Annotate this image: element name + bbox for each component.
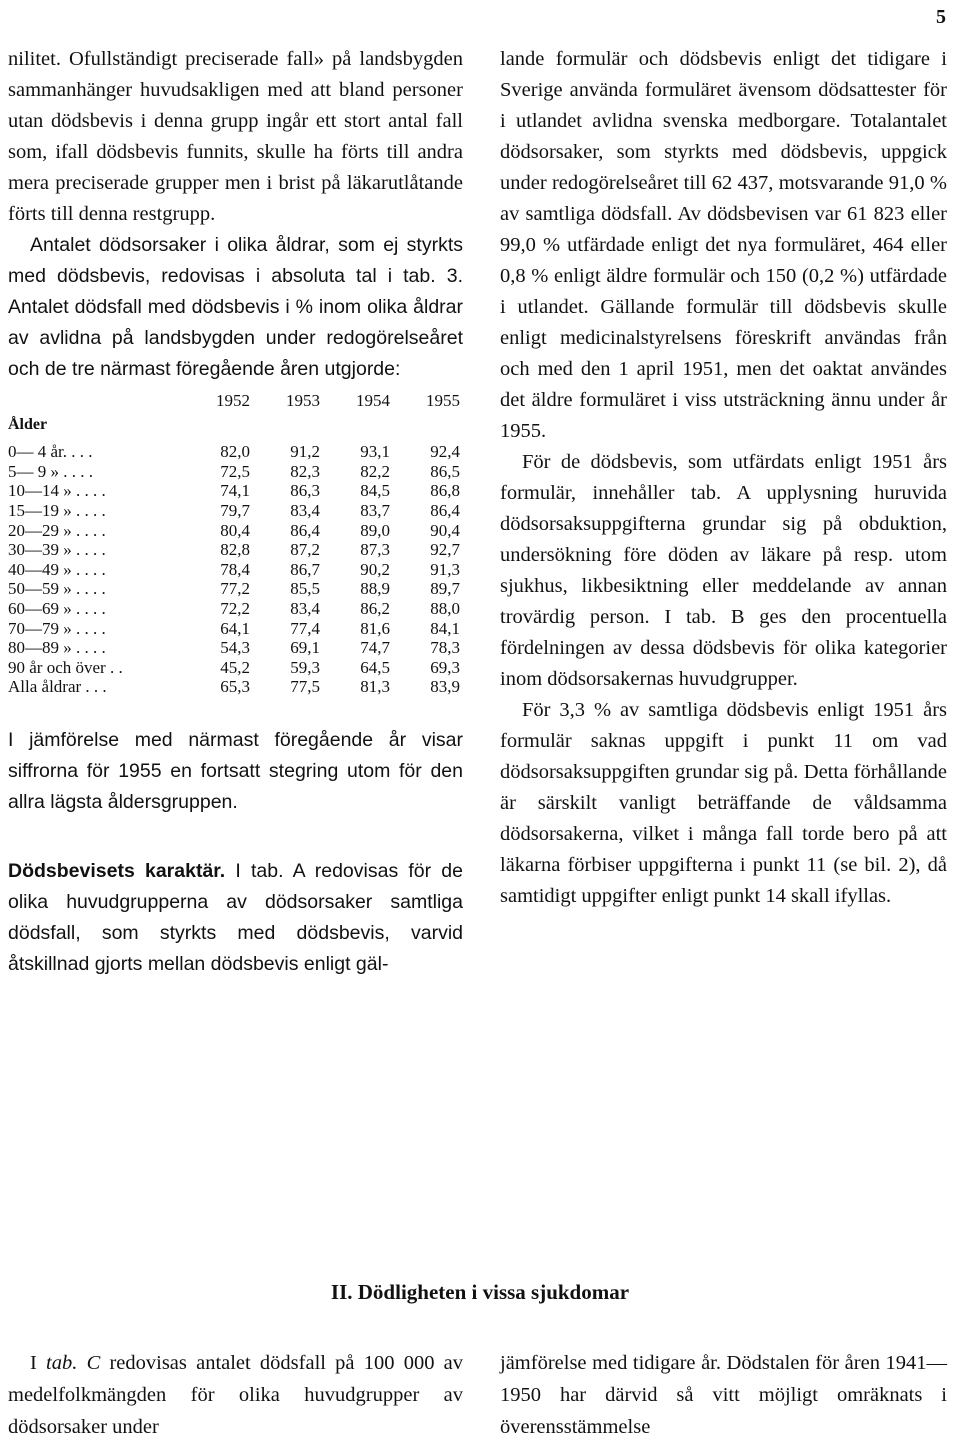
left-paragraph-1: nilitet. Ofullständigt preciserade fall» på landsbygden sammanhänger huvudsakligen med att bland personer utan dödsbevis i denna grupp ingår ett stort antal fall som, ifall dödsbevis funnits, skulle ha förts till andra mera preciserade grupper men i brist på läkarutlåtande förts till denna restgrupp. xyxy=(8,48,463,225)
percentage-cell: 84,1 xyxy=(430,618,460,638)
percentage-cell: 86,3 xyxy=(290,481,320,501)
age-group-label: 50—59 » . . . . xyxy=(8,579,106,599)
age-group-label: 70—79 » . . . . xyxy=(8,618,106,638)
table-row xyxy=(8,521,460,541)
percentage-cell: 86,4 xyxy=(290,520,320,540)
age-group-label: 40—49 » . . . . xyxy=(8,559,106,579)
age-column-header: Ålder xyxy=(8,415,48,433)
percentage-cell: 74,1 xyxy=(220,481,250,501)
table-row xyxy=(8,599,460,619)
age-header-row xyxy=(8,411,460,443)
table-row xyxy=(8,540,460,560)
percentage-cell: 92,7 xyxy=(430,540,460,560)
percentage-cell: 82,3 xyxy=(290,461,320,481)
age-group-label: 5— 9 » . . . . xyxy=(8,461,93,481)
percentage-cell: 86,4 xyxy=(430,500,460,520)
section-heading: II. Dödligheten i vissa sjukdomar xyxy=(330,1280,630,1304)
age-group-label: 30—39 » . . . . xyxy=(8,540,106,560)
percentage-cell: 82,2 xyxy=(360,461,390,481)
tab-c-reference: tab. C xyxy=(46,1352,101,1374)
age-group-label: 90 år och över . . xyxy=(8,657,123,677)
percentage-cell: 54,3 xyxy=(220,638,250,658)
percentage-cell: 78,4 xyxy=(220,559,250,579)
right-paragraph-1: lande formulär och dödsbevis enligt det tidigare i Sverige använda formuläret ävensom dödsattester för i utlandet avlidna svenska medborgare. Totalantalet dödsorsaker, som styrkts med dödsbevis, uppgick under redogörelseåret till 62 437, motsvarande 91,0 % av samtliga dödsfall. Av dödsbevisen var 61 823 eller 99,0 % utfärdade enligt det nya formuläret, 464 eller 0,8 % enligt äldre formulär och 150 (0,2 %) utfärdade i utlandet. Gällande formulär till dödsbevis skulle enligt medicinalstyrelsens föreskrift användas från och med den 1 april 1951, men det oaktat användes det äldre formuläret i viss utsträckning ännu under år 1955. xyxy=(500,48,947,442)
table-row xyxy=(8,481,460,501)
percentage-cell: 90,2 xyxy=(360,559,390,579)
table-row xyxy=(8,462,460,482)
percentage-cell: 72,5 xyxy=(220,461,250,481)
percentage-cell: 80,4 xyxy=(220,520,250,540)
percentage-cell: 59,3 xyxy=(290,657,320,677)
table-header-row xyxy=(8,391,460,411)
percentage-cell: 83,4 xyxy=(290,598,320,618)
table-row xyxy=(8,560,460,580)
age-group-label: 15—19 » . . . . xyxy=(8,500,106,520)
year-header-1952: 1952 xyxy=(216,391,250,410)
left-paragraph-2: Antalet dödsorsaker i olika åldrar, som ej styrkts med dödsbevis, redovisas i absoluta tal i tab. 3. Antalet dödsfall med dödsbevis i % inom olika åldrar av avlidna på landsbygden under redogörelseåret och de tre närmast föregående åren utgjorde: xyxy=(8,234,463,380)
percentage-cell: 86,5 xyxy=(430,461,460,481)
table-row xyxy=(8,677,460,697)
percentage-cell: 83,4 xyxy=(290,500,320,520)
right-paragraph-3: För 3,3 % av samtliga dödsbevis enligt 1951 års formulär saknas uppgift i punkt 11 om vad dödsorsaksuppgiften grundar sig på. Detta förhållande är särskilt vanligt beträffande de våldsamma dödsorsakerna, vilket i många fall torde bero på att läkarna förbiser uppgifterna i punkt 11 (se bil. 2), då samtidigt uppgifter enligt punkt 14 skall ifyllas. xyxy=(500,699,947,907)
percentage-cell: 69,3 xyxy=(430,657,460,677)
paragraph-heading-dodsbevisets-karaktar: Dödsbevisets karaktär. xyxy=(8,859,226,882)
percentage-cell: 77,4 xyxy=(290,618,320,638)
percentage-cell: 91,3 xyxy=(430,559,460,579)
table-row xyxy=(8,442,460,462)
left-column xyxy=(8,44,463,980)
table-row xyxy=(8,658,460,678)
percentage-cell: 87,3 xyxy=(360,540,390,560)
percentage-cell: 79,7 xyxy=(220,500,250,520)
right-column xyxy=(500,44,947,912)
percentage-cell: 72,2 xyxy=(220,598,250,618)
percentage-cell: 91,2 xyxy=(290,442,320,462)
age-group-label: 10—14 » . . . . xyxy=(8,481,106,501)
percentage-cell: 86,2 xyxy=(360,598,390,618)
percentage-cell: 90,4 xyxy=(430,520,460,540)
percentage-cell: 74,7 xyxy=(360,638,390,658)
table-body xyxy=(8,442,460,697)
percentage-cell: 92,4 xyxy=(430,442,460,462)
age-group-label: 20—29 » . . . . xyxy=(8,520,106,540)
year-header-1953: 1953 xyxy=(286,391,320,410)
section-left-paragraph xyxy=(8,1347,463,1443)
percentage-cell: 89,7 xyxy=(430,579,460,599)
section-left-text: redovisas antalet dödsfall på 100 000 av medelfolkmängden för olika huvudgrupper av dödsorsaker under xyxy=(8,1352,463,1438)
percentage-cell: 88,9 xyxy=(360,579,390,599)
age-percentage-table xyxy=(8,391,460,697)
percentage-cell: 81,3 xyxy=(360,677,390,697)
percentage-cell: 45,2 xyxy=(220,657,250,677)
percentage-cell: 83,7 xyxy=(360,500,390,520)
percentage-cell: 78,3 xyxy=(430,638,460,658)
table-row xyxy=(8,579,460,599)
percentage-cell: 93,1 xyxy=(360,442,390,462)
left-paragraph-3: I jämförelse med närmast föregående år visar siffrorna för 1955 en fortsatt stegring utom för den allra lägsta åldersgruppen. xyxy=(8,728,463,813)
left-paragraph-4 xyxy=(8,856,463,980)
percentage-cell: 86,7 xyxy=(290,559,320,579)
percentage-cell: 77,5 xyxy=(290,677,320,697)
page-number: 5 xyxy=(936,6,946,28)
section-right-column xyxy=(500,1347,947,1443)
table-row xyxy=(8,638,460,658)
table-corner xyxy=(8,391,180,411)
section-left-column xyxy=(8,1347,463,1443)
percentage-cell: 87,2 xyxy=(290,540,320,560)
age-group-label: Alla åldrar . . . xyxy=(8,677,107,697)
percentage-cell: 85,5 xyxy=(290,579,320,599)
section-left-prefix: I xyxy=(30,1352,47,1374)
percentage-cell: 81,6 xyxy=(360,618,390,638)
percentage-cell: 65,3 xyxy=(220,677,250,697)
percentage-cell: 86,8 xyxy=(430,481,460,501)
percentage-cell: 77,2 xyxy=(220,579,250,599)
section-right-paragraph: jämförelse med tidigare år. Dödstalen för åren 1941—1950 har därvid så vitt möjligt omräknats i överensstämmelse xyxy=(500,1352,947,1438)
percentage-cell: 88,0 xyxy=(430,598,460,618)
percentage-cell: 64,5 xyxy=(360,657,390,677)
percentage-cell: 64,1 xyxy=(220,618,250,638)
age-group-label: 60—69 » . . . . xyxy=(8,598,106,618)
age-group-label: 80—89 » . . . . xyxy=(8,638,106,658)
table-row xyxy=(8,619,460,639)
age-group-label: 0— 4 år. . . . xyxy=(8,442,93,462)
year-header-1955: 1955 xyxy=(426,391,460,410)
percentage-cell: 69,1 xyxy=(290,638,320,658)
percentage-cell: 89,0 xyxy=(360,520,390,540)
right-paragraph-2: För de dödsbevis, som utfärdats enligt 1951 års formulär, innehåller tab. A upplysning huruvida dödsorsaksuppgifterna grundar sig på obduktion, undersökning före döden av läkare på resp. utom sjukhus, likbesiktning eller meddelande av annan trovärdig person. I tab. B ges den procentuella fördelningen av dessa dödsbevis för olika kategorier inom dödsorsakernas huvudgrupper. xyxy=(500,451,947,690)
year-header-1954: 1954 xyxy=(356,391,390,410)
percentage-cell: 82,0 xyxy=(220,442,250,462)
percentage-cell: 82,8 xyxy=(220,540,250,560)
left-paragraph-4-text: I tab. A redovisas för de olika huvudgrupperna av dödsorsaker samtliga dödsfall, som styrkts med dödsbevis, varvid åtskillnad gjorts mellan dödsbevis enligt gäl- xyxy=(8,859,463,975)
table-row xyxy=(8,501,460,521)
percentage-cell: 84,5 xyxy=(360,481,390,501)
percentage-cell: 83,9 xyxy=(430,677,460,697)
